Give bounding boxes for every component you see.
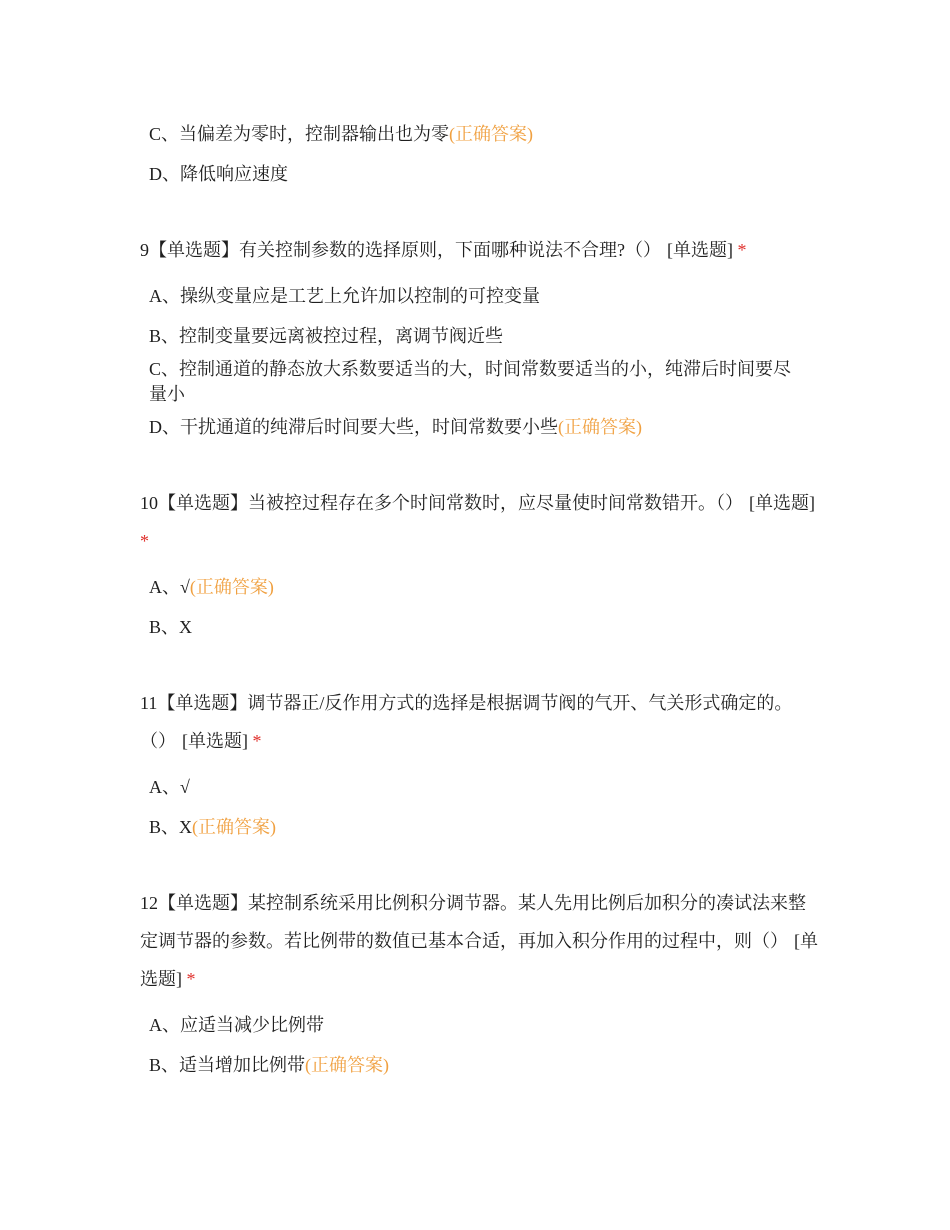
question-number: 12 (140, 893, 158, 913)
question-text: 【单选题】调节器正/反作用方式的选择是根据调节阀的气开、气关形式确定的。（） (140, 693, 793, 751)
q11-option-b (149, 815, 809, 840)
q9-option-b (149, 324, 809, 349)
question-text: 【单选题】当被控过程存在多个时间常数时，应尽量使时间常数错开。（） (158, 493, 743, 513)
q8-option-d (149, 162, 809, 187)
option-text: D、降低响应速度 (149, 164, 288, 184)
question-number: 9 (140, 240, 149, 260)
q9-option-d (149, 415, 809, 440)
q11-title (140, 684, 800, 760)
q10-title (140, 484, 820, 560)
correct-answer-label: (正确答案) (558, 417, 642, 437)
option-text: B、X (149, 617, 193, 637)
q12-option-a (149, 1013, 809, 1038)
option-text: B、X (149, 817, 193, 837)
correct-answer-label: (正确答案) (192, 817, 277, 837)
option-text: B、适当增加比例带 (149, 1055, 306, 1075)
option-text: D、干扰通道的纯滞后时间要大些，时间常数要小些 (149, 417, 558, 437)
option-text: C、当偏差为零时，控制器输出也为零 (149, 124, 450, 144)
question-type-tag: [单选题] (140, 931, 818, 989)
option-text: A、操纵变量应是工艺上允许加以控制的可控变量 (149, 286, 540, 306)
question-text: 【单选题】某控制系统采用比例积分调节器。某人先用比例后加积分的凑试法来整定调节器的参数。若比例带的数值已基本合适，再加入积分作用的过程中，则（） (140, 893, 806, 951)
option-text: A、√ (149, 577, 190, 597)
option-text: B、控制变量要远离被控过程，离调节阀近些 (149, 326, 504, 346)
q10-option-a (149, 575, 809, 600)
question-type-tag: [单选题] (182, 731, 248, 751)
correct-answer-label: (正确答案) (305, 1055, 390, 1075)
question-number: 11 (140, 693, 158, 713)
option-text: A、√ (149, 777, 190, 797)
q9-option-a (149, 284, 809, 309)
q9-title (140, 231, 820, 269)
q12-option-b (149, 1053, 809, 1078)
required-mark: * (252, 731, 262, 751)
question-text: 【单选题】有关控制参数的选择原则，下面哪种说法不合理?（） (149, 240, 661, 260)
question-type-tag: [单选题] (749, 493, 815, 513)
correct-answer-label: (正确答案) (449, 124, 534, 144)
question-number: 10 (140, 493, 158, 513)
option-text: C、控制通道的静态放大系数要适当的大，时间常数要适当的小，纯滞后时间要尽量小 (149, 359, 792, 404)
required-mark: * (737, 240, 747, 260)
correct-answer-label: (正确答案) (189, 577, 274, 597)
question-type-tag: [单选题] (667, 240, 733, 260)
option-text: A、应适当减少比例带 (149, 1015, 324, 1035)
q8-option-c (149, 122, 809, 147)
q10-option-b (149, 615, 809, 640)
required-mark: * (186, 969, 196, 989)
q11-option-a (149, 775, 809, 800)
q9-option-c (149, 357, 799, 407)
required-mark: * (140, 531, 149, 551)
q12-title (140, 884, 820, 998)
